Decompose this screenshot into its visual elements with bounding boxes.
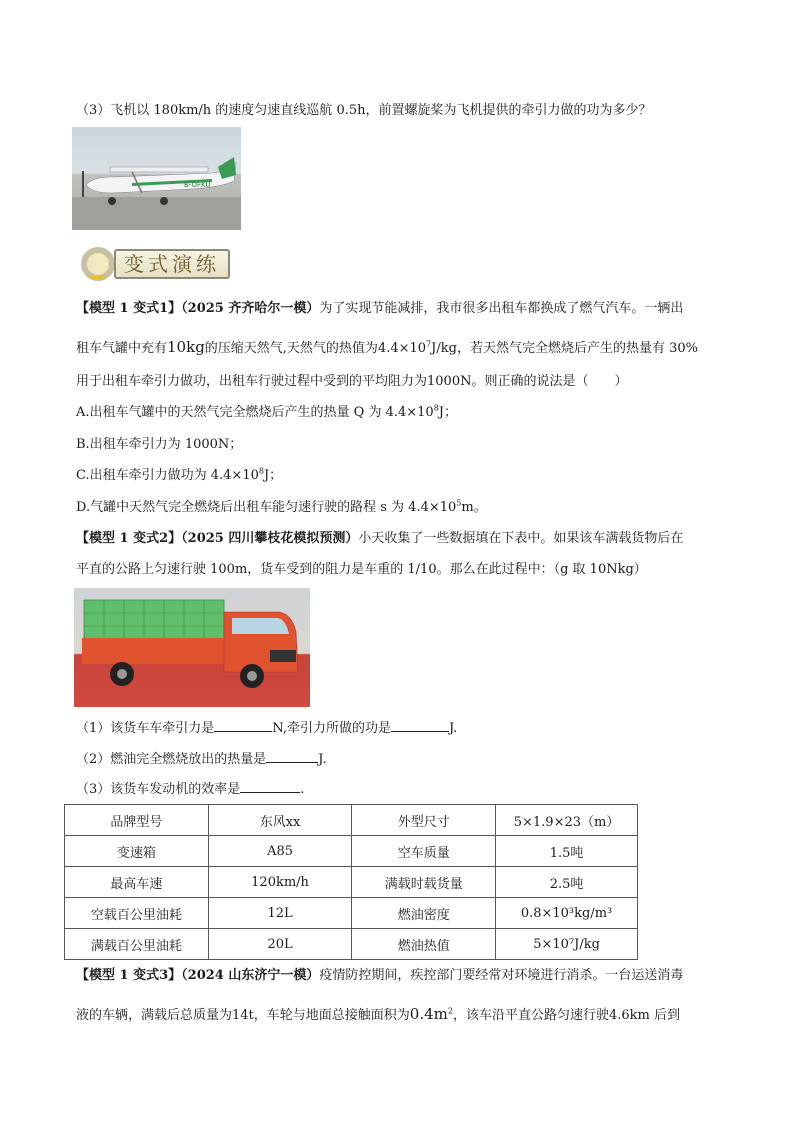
table-cell: 2.5吨 [496,867,638,898]
variant3-text2a: 液的车辆，满载后总质量为14t，车轮与地面总接触面积为 [76,1008,410,1023]
table-cell: 20L [208,929,352,960]
variant1-source: （2025 齐齐哈尔一模） [181,301,320,316]
table-cell: 满载百公里油耗 [65,929,209,960]
sub-question-3 [76,780,304,799]
variant3-text1: 疫情防控期间，疾控部门要经常对环境进行消杀。一台运送消毒 [319,968,684,983]
answer-blank-2[interactable] [391,719,449,732]
option-a [76,404,457,422]
sub-question-2-text: （2）燃油完全燃烧放出的热量是 [76,752,267,767]
answer-blank-1[interactable] [214,719,272,732]
banner-title: 变式演练 [114,249,230,279]
sub-question-1-tail: J. [448,721,458,736]
table-row [65,805,638,836]
heat-value-unit: J/kg [431,341,457,356]
variant3-text2b: ，该车沿平直公路匀速行驶4.6km 后到 [452,1008,680,1023]
option-d [76,499,487,517]
variant2-line2: 平直的公路上匀速行驶 100m，货车受到的阻力是车重的 1/10。那么在此过程中：（g 取 10Nkg） [76,562,647,577]
answer-blank-4[interactable] [240,780,300,793]
variant3-tag: 【模型 1 变式3】 [76,968,182,983]
variant2-text1: 小天收集了一些数据填在下表中。如果该车满载货物后在 [358,531,684,546]
sub-question-2 [76,750,327,769]
sub-question-3-text: （3）该货车发动机的效率是 [76,782,241,797]
table-cell: 空载百公里油耗 [65,898,209,929]
table-cell: 空车质量 [352,836,496,867]
table-row [65,898,638,929]
option-a-exp: 8 [433,403,439,413]
variant2-line1 [76,530,683,548]
variant1-text1: 为了实现节能减排，我市很多出租车都换成了燃气汽车。一辆出 [319,301,684,316]
question-3: （3）飞机以 180km/h 的速度匀速直线巡航 0.5h，前置螺旋桨为飞机提供的牵引力做的功为多少？ [76,103,652,118]
option-a-tail: J； [438,405,457,420]
option-d-exp: 5 [456,498,462,508]
variant1-tag: 【模型 1 变式1】 [76,301,182,316]
airplane-photo [72,127,241,230]
option-c-text: C.出租车牵引力做功为 4.4×10 [76,468,259,483]
variant1-text2a: 租车气罐中充有 [76,341,168,356]
sub-question-1-text: （1）该货车车牵引力是 [76,721,215,736]
table-row [65,929,638,960]
variant2-tag: 【模型 1 变式2】 [76,531,182,546]
sub-question-2-tail: J. [318,752,327,767]
option-d-text: D.气罐中天然气完全燃烧后出租车能匀速行驶的路程 s 为 4.4×10 [76,500,457,515]
table-cell: 120km/h [208,867,352,898]
option-c [76,467,282,485]
heat-value-base: 4.4×10 [377,341,427,356]
table-cell: 燃油热值 [352,929,496,960]
variant3-line1 [76,967,683,985]
sub-question-3-tail: . [300,782,305,797]
sub-question-1 [76,719,457,738]
table-cell: 变速箱 [65,836,209,867]
mass-value: 10kg [167,338,205,356]
heat-value-exp: 7 [426,339,432,349]
plane-registration: B-OFKU [184,181,211,189]
variant1-text2c: ，若天然气完全燃烧后产生的热量有 30% [456,341,698,356]
variant1-line2 [76,338,698,358]
table-row [65,836,638,867]
spec-table [64,804,638,960]
truck-photo [74,588,310,707]
section-banner [74,246,234,284]
area-base: 0.4m [409,1005,448,1023]
table-cell: 1.5吨 [496,836,638,867]
table-cell: 外型尺寸 [352,805,496,836]
option-c-exp: 8 [258,466,264,476]
table-cell: 满载时载货量 [352,867,496,898]
table-cell: 品牌型号 [65,805,209,836]
variant3-source: （2024 山东济宁一模） [181,968,320,983]
option-a-text: A.出租车气罐中的天然气完全燃烧后产生的热量 Q 为 4.4×10 [76,405,434,420]
variant3-line2 [76,1005,680,1025]
table-cell: 5×1.9×23（m） [496,805,638,836]
table-cell: 燃油密度 [352,898,496,929]
table-cell: A85 [208,836,352,867]
table-cell: 5×10⁷J/kg [496,929,638,960]
table-cell: 0.8×10³kg/m³ [496,898,638,929]
variant1-text2b: 的压缩天然气,天然气的热值为 [204,341,378,356]
option-c-tail: J； [263,468,283,483]
answer-blank-3[interactable] [266,750,318,763]
table-cell: 12L [208,898,352,929]
table-cell: 东风xx [208,805,352,836]
table-row [65,867,638,898]
variant1-line3: 用于出租车牵引力做功，出租车行驶过程中受到的平均阻力为1000N。则正确的说法是（ ） [76,374,628,389]
area-exp: 2 [447,1006,453,1016]
table-cell: 最高车速 [65,867,209,898]
variant1-line1 [76,300,683,318]
option-d-tail: m。 [461,500,487,515]
variant2-source: （2025 四川攀枝花模拟预测） [181,531,359,546]
sub-question-1-mid: N,牵引力所做的功是 [272,721,391,736]
option-b: B.出租车牵引力为 1000N； [76,437,243,452]
